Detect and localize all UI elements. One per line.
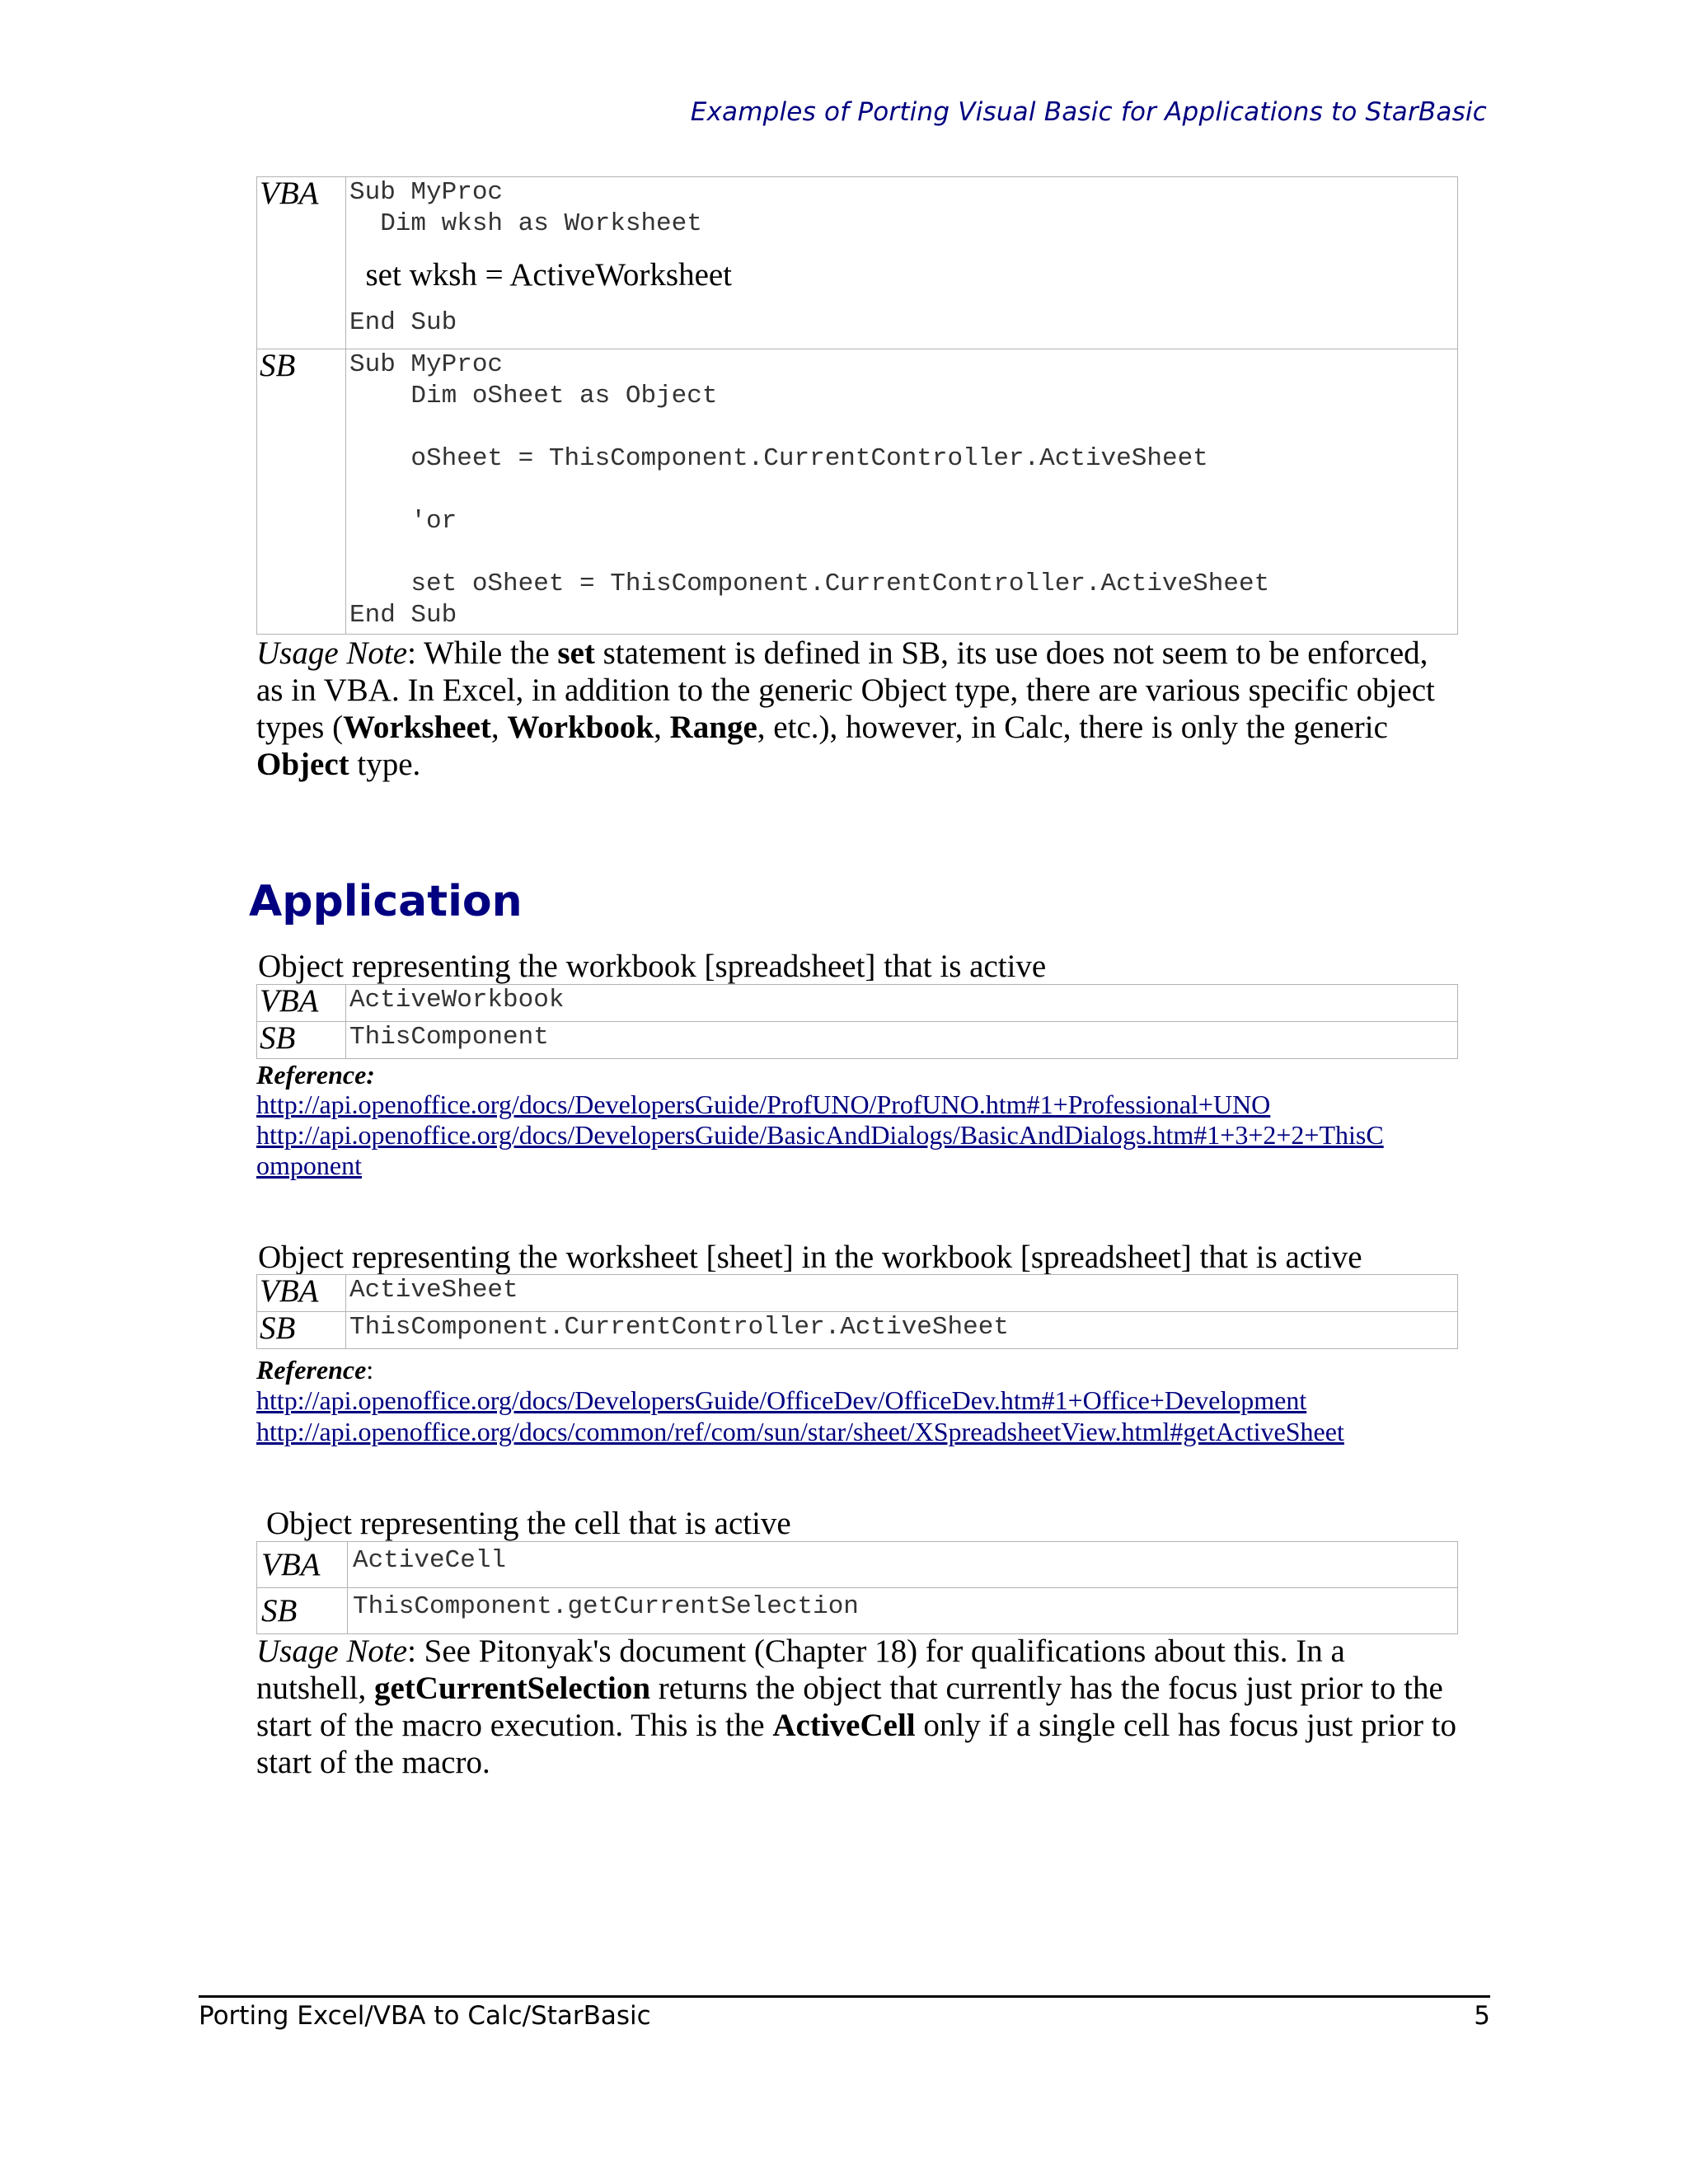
language-label-sb: SB <box>257 1312 346 1349</box>
code-line: 'or <box>349 507 457 536</box>
language-label-sb: SB <box>257 349 346 635</box>
code-line: Dim wksh as Worksheet <box>349 209 702 238</box>
running-header: Examples of Porting Visual Basic for Applications to StarBasic <box>690 97 1487 127</box>
sb-code-cell <box>346 349 1458 635</box>
code-line: Sub MyProc <box>349 178 504 207</box>
code-line-set-statement: set wksh = ActiveWorksheet <box>365 257 733 293</box>
table-row-vba <box>257 177 1458 349</box>
language-label-vba: VBA <box>257 1542 348 1588</box>
reference-label: Reference: <box>256 1355 374 1385</box>
reference-link[interactable]: http://api.openoffice.org/docs/DevelopersGuide/BasicAndDialogs/BasicAndDialogs.htm#1+3+2+2+ThisC <box>256 1120 1384 1150</box>
table-row-sb <box>257 1588 1458 1634</box>
vba-code-cell: ActiveWorkbook <box>346 985 1458 1022</box>
code-comparison-table <box>256 176 1458 635</box>
code-line: End Sub <box>349 308 457 337</box>
footer-title: Porting Excel/VBA to Calc/StarBasic <box>199 2001 651 2031</box>
caption-workbook: Object representing the workbook [spreadsheet] that is active <box>258 949 1047 984</box>
code-line: oSheet = ThisComponent.CurrentController.ActiveSheet <box>349 444 1208 473</box>
code-line: Sub MyProc <box>349 350 504 379</box>
reference-link[interactable]: http://api.openoffice.org/docs/DevelopersGuide/ProfUNO/ProfUNO.htm#1+Professional+UNO <box>256 1090 1271 1119</box>
code-line: End Sub <box>349 601 457 630</box>
caption-cell: Object representing the cell that is active <box>266 1506 791 1541</box>
sb-code-cell: ThisComponent.getCurrentSelection <box>348 1588 1458 1634</box>
section-heading-application: Application <box>249 877 523 926</box>
table-row-vba <box>257 1275 1458 1312</box>
language-label-vba: VBA <box>257 1275 346 1312</box>
language-label-sb: SB <box>257 1588 348 1634</box>
vba-code-cell <box>346 177 1458 349</box>
table-row-vba <box>257 985 1458 1022</box>
code-line: set oSheet = ThisComponent.CurrentController.ActiveSheet <box>349 569 1270 598</box>
language-label-vba: VBA <box>257 985 346 1022</box>
usage-note-set-statement: Usage Note: While the set statement is defined in SB, its use does not seem to be enforced, as in VBA. In Excel, in addition to the generic Object type, there are various specific object types (Worksheet, Workbook, Range, etc.), however, in Calc, there is only the generic Object type. <box>256 635 1435 782</box>
code-line <box>349 537 1457 569</box>
caption-worksheet: Object representing the worksheet [sheet] in the workbook [spreadsheet] that is active <box>258 1240 1362 1275</box>
reference-link[interactable]: http://api.openoffice.org/docs/common/ref/com/sun/star/sheet/XSpreadsheetView.html#getActiveSheet <box>256 1417 1344 1446</box>
sb-code-cell: ThisComponent.CurrentController.ActiveSheet <box>346 1312 1458 1349</box>
sb-code-cell: ThisComponent <box>346 1022 1458 1059</box>
language-label-vba: VBA <box>257 177 346 349</box>
usage-note-current-selection: Usage Note: See Pitonyak's document (Chapter 18) for qualifications about this. In a nutshell, getCurrentSelection returns the object that currently has the focus just prior to the start of the macro execution. This is the ActiveCell only if a single cell has focus just prior to start of the macro. <box>256 1633 1457 1780</box>
reference-link[interactable]: http://api.openoffice.org/docs/DevelopersGuide/OfficeDev/OfficeDev.htm#1+Office+Development <box>256 1385 1307 1415</box>
table-row-sb <box>257 349 1458 635</box>
reference-link-continuation[interactable]: omponent <box>256 1151 362 1180</box>
table-row-sb <box>257 1022 1458 1059</box>
language-label-sb: SB <box>257 1022 346 1059</box>
vba-code-cell: ActiveSheet <box>346 1275 1458 1312</box>
reference-label: Reference: <box>256 1060 375 1090</box>
cell-table <box>256 1541 1458 1634</box>
code-line <box>349 412 1457 443</box>
footer-rule <box>199 1995 1490 1998</box>
table-row-sb <box>257 1312 1458 1349</box>
page-number: 5 <box>1474 2001 1490 2031</box>
table-row-vba <box>257 1542 1458 1588</box>
worksheet-table <box>256 1274 1458 1349</box>
workbook-table <box>256 984 1458 1059</box>
vba-code-cell: ActiveCell <box>348 1542 1458 1588</box>
code-line: Dim oSheet as Object <box>349 382 718 410</box>
code-line <box>349 475 1457 506</box>
